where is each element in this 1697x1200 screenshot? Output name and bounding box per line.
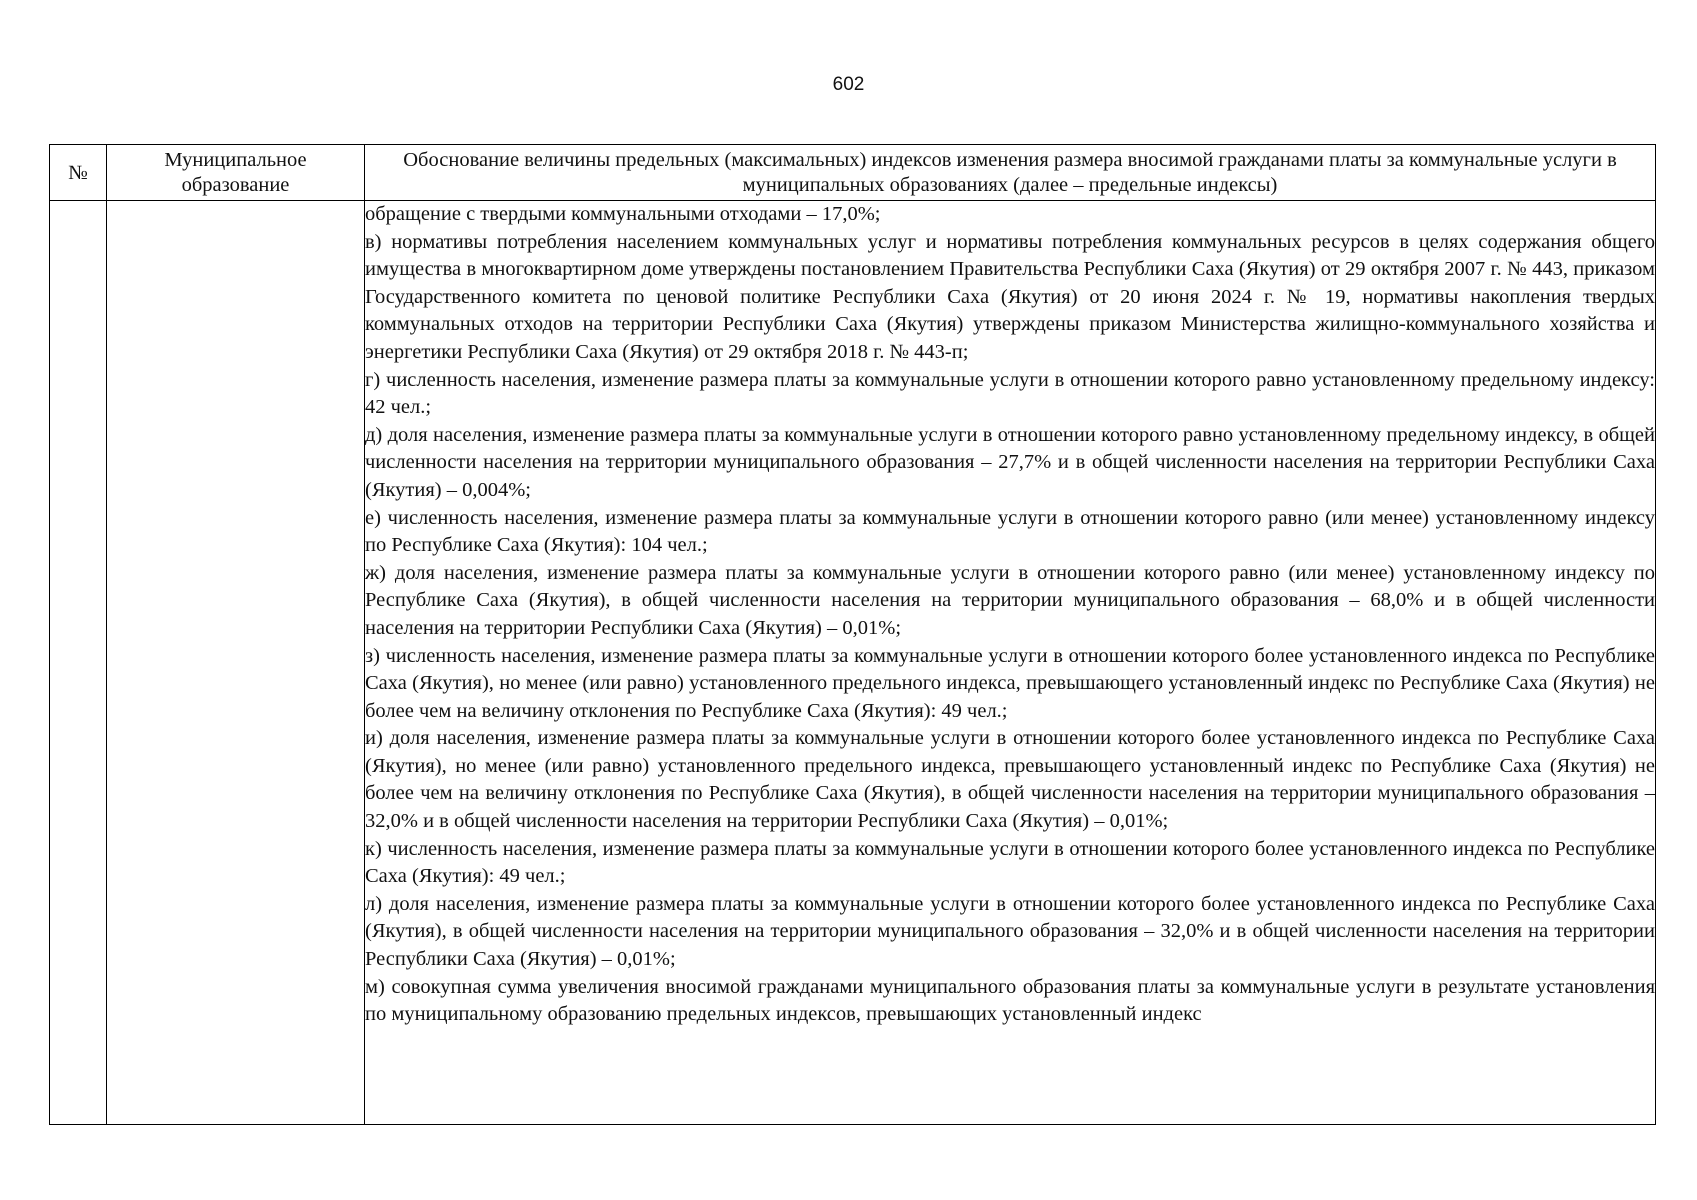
table-row — [50, 201, 1656, 1125]
paragraph-g: г) численность населения, изменение размера платы за коммунальные услуги в отношении которого равно установленному предельному индексу: 42 чел.; — [365, 368, 1655, 419]
paragraph-continuation: обращение с твердыми коммунальными отходами – 17,0%; — [365, 203, 881, 225]
header-municipality: Муниципальное образование — [107, 145, 365, 201]
paragraph-z: з) численность населения, изменение размера платы за коммунальные услуги в отношении которого более установленного индекса по Республике Саха (Якутия), но менее (или равно) установленного предельного индекса, превышающего установленный индекс по Республике Саха (Якутия) не более чем на величину отклонения по Республике Саха (Якутия): 49 чел.; — [365, 644, 1655, 722]
paragraph-l: л) доля населения, изменение размера платы за коммунальные услуги в отношении которого более установленного индекса по Республике Саха (Якутия), в общей численности населения на территории муниципального образования – 32,0% и в общей численности населения на территории Республики Саха (Якутия) – 0,01%; — [365, 892, 1655, 971]
page-number: 602 — [832, 74, 865, 95]
row-justification-cell — [365, 201, 1656, 1125]
header-number: № — [50, 145, 107, 201]
paragraph-k: к) численность населения, изменение размера платы за коммунальные услуги в отношении которого более установленного индекса по Республике Саха (Якутия): 49 чел.; — [365, 837, 1655, 888]
row-municipality-cell — [107, 201, 365, 1125]
paragraph-d: д) доля населения, изменение размера платы за коммунальные услуги в отношении которого равно установленному предельному индексу, в общей численности населения на территории муниципального образования – 27,7% и в общей численности населения на территории Республики Саха (Якутия) – 0,004%; — [365, 423, 1655, 501]
paragraph-zh: ж) доля населения, изменение размера платы за коммунальные услуги в отношении которого равно (или менее) установленному индексу по Республике Саха (Якутия), в общей численности населения на территории муниципального образования – 68,0% и в общей численности населения на территории Республики Саха (Якутия) – 0,01%; — [365, 561, 1655, 639]
table-header — [50, 145, 1656, 201]
header-justification: Обоснование величины предельных (максимальных) индексов изменения размера вносимой гражданами платы за коммунальные услуги в муниципальных образованиях (далее – предельные индексы) — [365, 145, 1656, 201]
row-number-cell — [50, 201, 107, 1125]
paragraph-i: и) доля населения, изменение размера платы за коммунальные услуги в отношении которого более установленного индекса по Республике Саха (Якутия), но менее (или равно) установленного предельного индекса, превышающего установленный индекс по Республике Саха (Якутия) не более чем на величину отклонения по Республике Саха (Якутия), в общей численности населения на территории муниципального образования – 32,0% и в общей численности населения на территории Республики Саха (Якутия) – 0,01%; — [365, 727, 1655, 833]
document-table — [49, 144, 1656, 1125]
paragraph-e: е) численность населения, изменение размера платы за коммунальные услуги в отношении которого равно (или менее) установленному индексу по Республике Саха (Якутия): 104 чел.; — [365, 506, 1655, 557]
paragraph-m: м) совокупная сумма увеличения вносимой гражданами муниципального образования платы за коммунальные услуги в результате установления по муниципальному образованию предельных индексов, превышающих установленный индекс — [365, 975, 1655, 1026]
paragraph-v: в) нормативы потребления населением коммунальных услуг и нормативы потребления коммунальных ресурсов в целях содержания общего имущества в многоквартирном доме утверждены постановлением Правительства Республики Саха (Якутия) от 29 октября 2007 г. № 443, приказом Государственного комитета по ценовой политике Республики Саха (Якутия) от 20 июня 2024 г. № 19, нормативы накопления твердых коммунальных отходов на территории Республики Саха (Якутия) утверждены приказом Министерства жилищно-коммунального хозяйства и энергетики Республики Саха (Якутия) от 29 октября 2018 г. № 443-п; — [365, 230, 1655, 363]
table-header-row — [50, 145, 1656, 201]
